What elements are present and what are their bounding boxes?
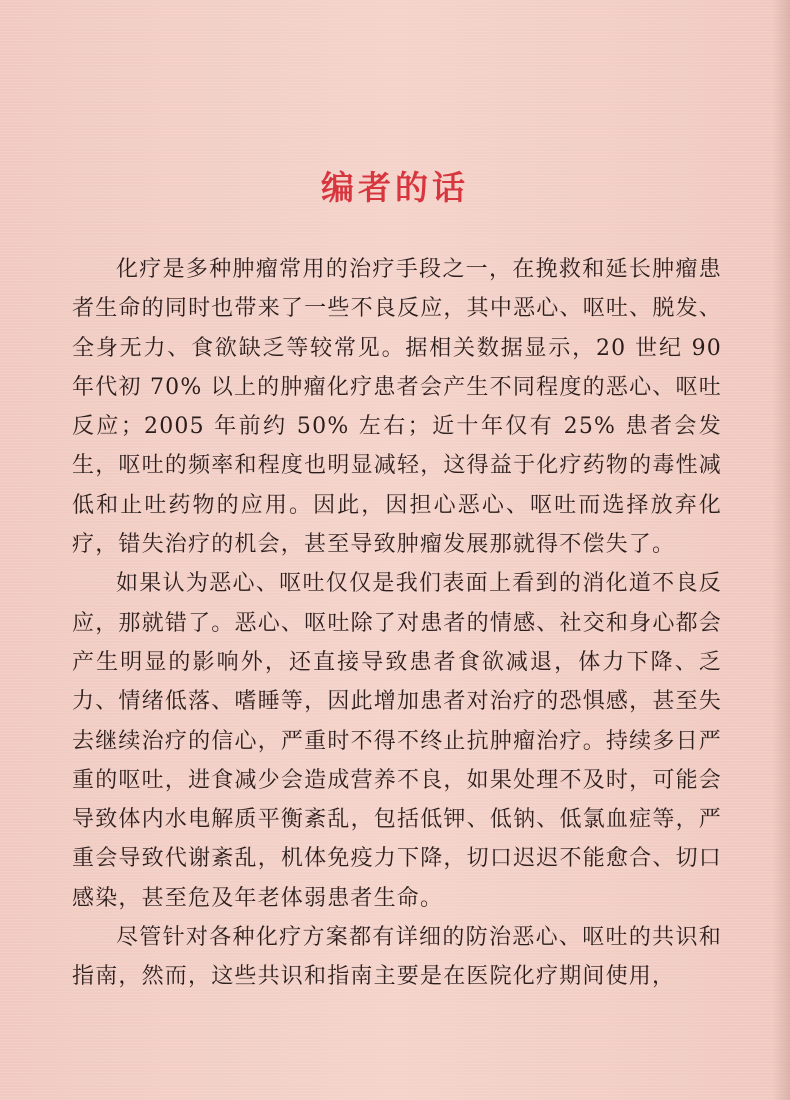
paragraph-1: 化疗是多种肿瘤常用的治疗手段之一，在挽救和延长肿瘤患者生命的同时也带来了一些不良反应，其中恶心、呕吐、脱发、全身无力、食欲缺乏等较常见。据相关数据显示，20 世纪 90 年代初 70% 以上的肿瘤化疗患者会产生不同程度的恶心、呕吐反应；2005 年前约 50% 左右；近十年仅有 25% 患者会发生，呕吐的频率和程度也明显减轻，这得益于化疗药物的毒性减低和止吐药物的应用。因此，因担心恶心、呕吐而选择放弃化疗，错失治疗的机会，甚至导致肿瘤发展那就得不偿失了。 [72,257,722,558]
paragraph-3: 尽管针对各种化疗方案都有详细的防治恶心、呕吐的共识和指南，然而，这些共识和指南主要是在医院化疗期间使用， [72,925,722,990]
preface-body [72,250,722,997]
page-title: 编者的话 [321,168,469,207]
paragraph-2: 如果认为恶心、呕吐仅仅是我们表面上看到的消化道不良反应，那就错了。恶心、呕吐除了对患者的情感、社交和身心都会产生明显的影响外，还直接导致患者食欲减退，体力下降、乏力、情绪低落、嗜睡等，因此增加患者对治疗的恐惧感，甚至失去继续治疗的信心，严重时不得不终止抗肿瘤治疗。持续多日严重的呕吐，进食减少会造成营养不良，如果处理不及时，可能会导致体内水电解质平衡紊乱，包括低钾、低钠、低氯血症等，严重会导致代谢紊乱，机体免疫力下降，切口迟迟不能愈合、切口感染，甚至危及年老体弱患者生命。 [72,571,722,911]
